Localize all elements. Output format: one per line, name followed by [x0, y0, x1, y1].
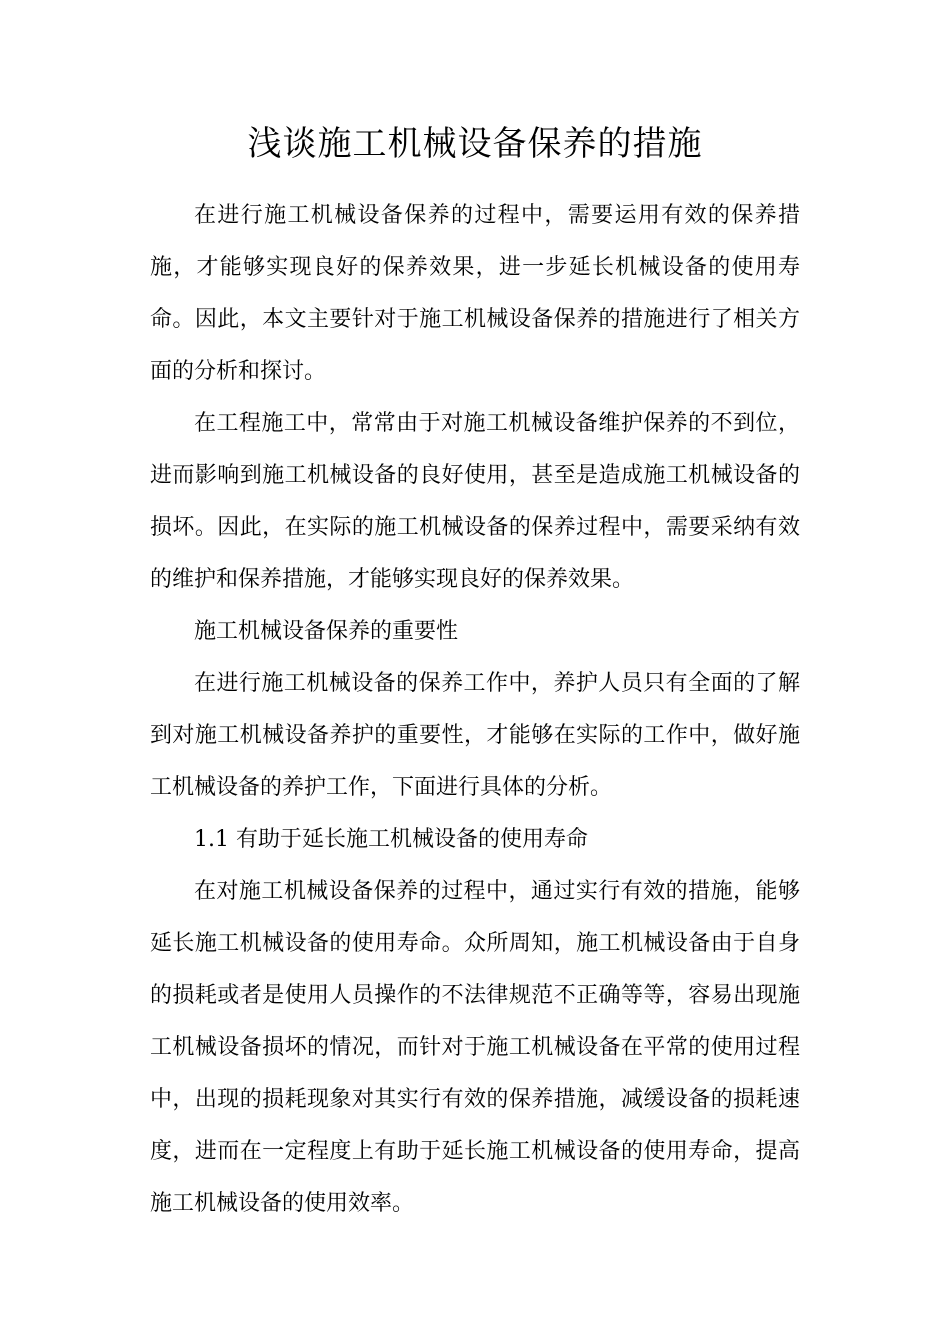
document-body [150, 190, 800, 1230]
section-heading-importance: 施工机械设备保养的重要性 [194, 619, 459, 644]
paragraph-importance: 在进行施工机械设备的保养工作中，养护人员只有全面的了解到对施工机械设备养护的重要性，才能够在实际的工作中，做好施工机械设备的养护工作，下面进行具体的分析。 [150, 671, 800, 800]
paragraph-background: 在工程施工中，常常由于对施工机械设备维护保养的不到位，进而影响到施工机械设备的良好使用，甚至是造成施工机械设备的损坏。因此，在实际的施工机械设备的保养过程中，需要采纳有效的维护和保养措施，才能够实现良好的保养效果。 [150, 411, 800, 592]
document-title: 浅谈施工机械设备保养的措施 [247, 124, 703, 164]
subsection-heading-1-1: 1.1 有助于延长施工机械设备的使用寿命 [194, 827, 588, 852]
paragraph-intro: 在进行施工机械设备保养的过程中，需要运用有效的保养措施，才能够实现良好的保养效果，进一步延长机械设备的使用寿命。因此，本文主要针对于施工机械设备保养的措施进行了相关方面的分析和探讨。 [150, 203, 800, 384]
paragraph-lifespan: 在对施工机械设备保养的过程中，通过实行有效的措施，能够延长施工机械设备的使用寿命。众所周知，施工机械设备由于自身的损耗或者是使用人员操作的不法律规范不正确等等，容易出现施工机械设备损坏的情况，而针对于施工机械设备在平常的使用过程中，出现的损耗现象对其实行有效的保养措施，减缓设备的损耗速度，进而在一定程度上有助于延长施工机械设备的使用寿命，提高施工机械设备的使用效率。 [150, 879, 800, 1216]
